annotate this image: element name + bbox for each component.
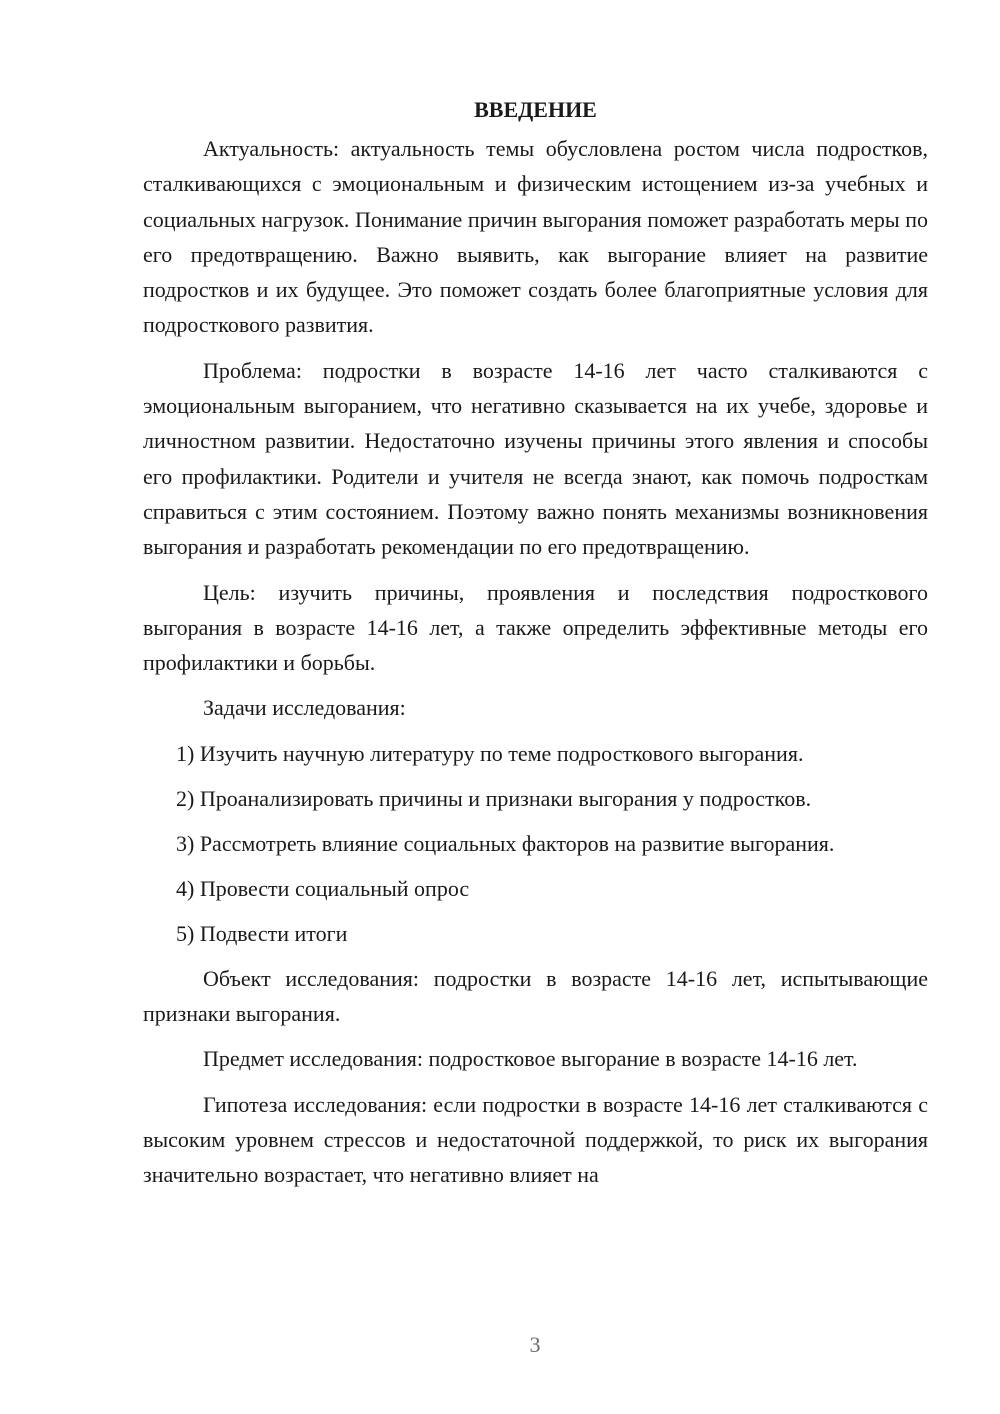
object-paragraph: Объект исследования: подростки в возрасте 14-16 лет, испытывающие признаки выгорания. [143,965,928,1027]
task-item: 1) Изучить научную литературу по теме подросткового выгорания. [176,740,804,766]
tasks-list [143,736,928,951]
subject-paragraph: Предмет исследования: подростковое выгорание в возрасте 14-16 лет. [203,1046,858,1072]
hypothesis-paragraph: Гипотеза исследования: если подростки в возрасте 14-16 лет сталкиваются с высоким уровнем стрессов и недостаточной поддержкой, то риск их выгорания значительно возрастает, что негативно влияет на [143,1091,928,1188]
section-title: ВВЕДЕНИЕ [474,97,597,122]
task-item: 4) Провести социальный опрос [176,875,470,901]
task-item: 3) Рассмотреть влияние социальных факторов на развитие выгорания. [176,830,835,856]
page-number: 3 [529,1332,541,1357]
document-page [143,92,928,1203]
relevance-paragraph: Актуальность: актуальность темы обусловлена ростом числа подростков, сталкивающихся с эмоциональным и физическим истощением из-за учебных и социальных нагрузок. Понимание причин выгорания поможет разработать меры по его предотвращению. Важно выявить, как выгорание влияет на развитие подростков и их будущее. Это поможет создать более благоприятные условия для подросткового развития. [143,136,928,338]
problem-paragraph: Проблема: подростки в возрасте 14-16 лет часто сталкиваются с эмоциональным выгоранием, что негативно сказывается на их учебе, здоровье и личностном развитии. Недостаточно изучены причины этого явления и способы его профилактики. Родители и учителя не всегда знают, как помочь подросткам справиться с этим состоянием. Поэтому важно понять механизмы возникновения выгорания и разработать рекомендации по его предотвращению. [143,357,928,560]
task-item: 2) Проанализировать причины и признаки выгорания у подростков. [176,785,812,811]
goal-paragraph: Цель: изучить причины, проявления и последствия подросткового выгорания в возрасте 14-16 лет, а также определить эффективные методы его профилактики и борьбы. [143,579,928,676]
task-item: 5) Подвести итоги [176,920,348,946]
tasks-heading: Задачи исследования: [203,695,406,721]
